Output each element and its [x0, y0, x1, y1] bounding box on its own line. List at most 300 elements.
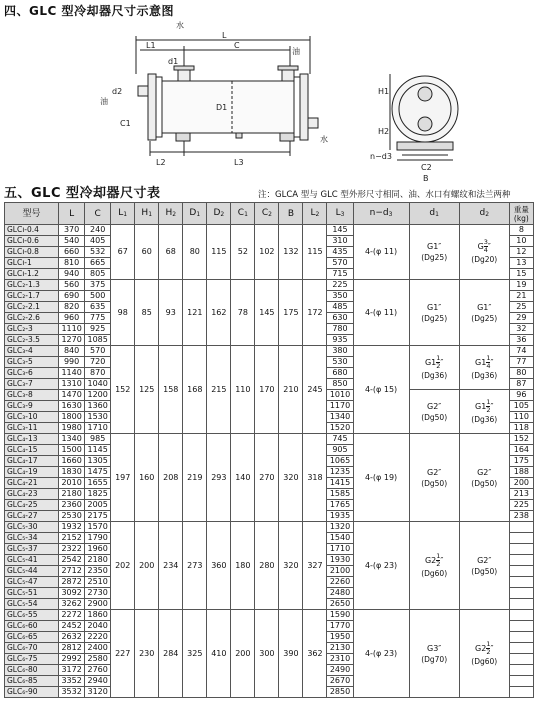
cell-weight: 118 [509, 423, 533, 434]
cell-L3: 2260 [327, 577, 353, 588]
cell-L3: 225 [327, 280, 353, 291]
cell-L: 2712 [59, 566, 85, 577]
cell-model: GLCı-0.4 [5, 225, 59, 236]
cell-H1: 85 [135, 280, 159, 346]
cell-model: GLC₃-11 [5, 423, 59, 434]
cell-model: GLC₅-41 [5, 555, 59, 566]
cooler-dimension-diagram [0, 14, 538, 184]
cell-weight [509, 610, 533, 621]
label-D1: D1 [216, 103, 228, 112]
cell-model: GLC₆-85 [5, 676, 59, 687]
cell-C: 2350 [85, 566, 111, 577]
table-header [5, 203, 534, 225]
cell-L: 2272 [59, 610, 85, 621]
col-L2: L2 [303, 203, 327, 225]
cell-C: 805 [85, 269, 111, 280]
cell-L3: 680 [327, 368, 353, 379]
cell-weight [509, 643, 533, 654]
cell-L3: 2130 [327, 643, 353, 654]
cell-L3: 1935 [327, 511, 353, 522]
col-nd3: n−d3 [353, 203, 409, 225]
col-H2: H2 [159, 203, 183, 225]
cell-L: 2152 [59, 533, 85, 544]
cell-L1: 202 [111, 522, 135, 610]
cell-L: 2992 [59, 654, 85, 665]
cell-weight: 80 [509, 368, 533, 379]
cell-L: 660 [59, 247, 85, 258]
cell-L: 3262 [59, 599, 85, 610]
cell-weight: 12 [509, 247, 533, 258]
cell-L: 1660 [59, 456, 85, 467]
cell-L: 820 [59, 302, 85, 313]
table-row [5, 610, 534, 621]
cell-L3: 850 [327, 379, 353, 390]
cell-H2: 284 [159, 610, 183, 698]
cell-L2: 362 [303, 610, 327, 698]
cell-L3: 2100 [327, 566, 353, 577]
cell-L3: 1010 [327, 390, 353, 401]
cell-model: GLC₄-27 [5, 511, 59, 522]
cell-L: 3532 [59, 687, 85, 698]
cell-L: 2322 [59, 544, 85, 555]
cell-L3: 905 [327, 445, 353, 456]
cell-weight: 152 [509, 434, 533, 445]
cell-weight [509, 522, 533, 533]
cell-model: GLC₅-37 [5, 544, 59, 555]
cell-L: 1932 [59, 522, 85, 533]
cell-weight: 238 [509, 511, 533, 522]
cell-model: GLC₆-75 [5, 654, 59, 665]
side-view-port-bottom [418, 117, 432, 131]
label-L1: L1 [146, 41, 156, 50]
cell-weight [509, 599, 533, 610]
cell-C2: 300 [255, 610, 279, 698]
cell-L: 3092 [59, 588, 85, 599]
cell-H1: 230 [135, 610, 159, 698]
cell-H1: 60 [135, 225, 159, 280]
cell-L3: 1415 [327, 478, 353, 489]
cell-model: GLC₄-21 [5, 478, 59, 489]
col-D2: D2 [207, 203, 231, 225]
col-H1: H1 [135, 203, 159, 225]
cell-B: 320 [279, 522, 303, 610]
cell-D2: 360 [207, 522, 231, 610]
water-nozzle-right [308, 118, 318, 128]
cell-L3: 715 [327, 269, 353, 280]
cell-weight: 29 [509, 313, 533, 324]
cell-model: GLC₃-8 [5, 390, 59, 401]
cell-model: GLC₂-2.1 [5, 302, 59, 313]
cell-model: GLC₅-34 [5, 533, 59, 544]
cell-C1: 200 [231, 610, 255, 698]
cell-weight: 32 [509, 324, 533, 335]
cell-d2: G2 $\frac{1}{2}$ ″ (Dg60) [459, 610, 509, 698]
cell-d2: G1 $\frac{1}{4}$ ″ (Dg36) [459, 346, 509, 390]
cell-L: 560 [59, 280, 85, 291]
cell-C: 1960 [85, 544, 111, 555]
cell-L: 3172 [59, 665, 85, 676]
cell-C2: 102 [255, 225, 279, 280]
cell-C: 2940 [85, 676, 111, 687]
cell-L3: 1540 [327, 533, 353, 544]
label-L: L [222, 31, 227, 40]
cell-C: 3120 [85, 687, 111, 698]
cell-weight: 8 [509, 225, 533, 236]
cell-D1: 121 [183, 280, 207, 346]
cell-weight [509, 687, 533, 698]
cell-model: GLC₆-70 [5, 643, 59, 654]
cell-weight: 13 [509, 258, 533, 269]
cell-d1: G1 $\frac{1}{2}$ ″ (Dg36) [409, 346, 459, 390]
cell-model: GLC₅-51 [5, 588, 59, 599]
cell-L3: 1235 [327, 467, 353, 478]
shell-body [162, 81, 294, 133]
cell-L3: 1770 [327, 621, 353, 632]
cell-L3: 2480 [327, 588, 353, 599]
cell-weight: 15 [509, 269, 533, 280]
cell-L3: 2310 [327, 654, 353, 665]
cell-weight: 164 [509, 445, 533, 456]
cell-H2: 208 [159, 434, 183, 522]
cell-H2: 158 [159, 346, 183, 434]
cell-L3: 780 [327, 324, 353, 335]
cell-model: GLC₂-3.5 [5, 335, 59, 346]
label-B: B [423, 174, 429, 183]
cell-L2: 245 [303, 346, 327, 434]
cell-C: 2040 [85, 621, 111, 632]
cell-C: 1360 [85, 401, 111, 412]
cell-L: 2010 [59, 478, 85, 489]
cell-model: GLC₄-19 [5, 467, 59, 478]
cell-H2: 93 [159, 280, 183, 346]
cell-C: 1475 [85, 467, 111, 478]
cell-weight: 10 [509, 236, 533, 247]
cell-C: 2760 [85, 665, 111, 676]
cell-L2: 172 [303, 280, 327, 346]
cell-L: 2542 [59, 555, 85, 566]
col-d2: d2 [459, 203, 509, 225]
cell-weight: 200 [509, 478, 533, 489]
cell-L: 2632 [59, 632, 85, 643]
cell-C: 665 [85, 258, 111, 269]
cell-L: 1980 [59, 423, 85, 434]
cell-L1: 197 [111, 434, 135, 522]
cell-L: 1500 [59, 445, 85, 456]
cell-L: 370 [59, 225, 85, 236]
cell-weight: 213 [509, 489, 533, 500]
cell-C: 1655 [85, 478, 111, 489]
cell-model: GLC₆-90 [5, 687, 59, 698]
label-nd3: n−d3 [370, 152, 392, 161]
cell-L3: 1585 [327, 489, 353, 500]
cell-C: 532 [85, 247, 111, 258]
cell-weight [509, 654, 533, 665]
cell-nd3: 4-(φ 15) [353, 346, 409, 434]
col-model: 型号 [5, 203, 59, 225]
label-oil-1: 油 [100, 97, 108, 106]
cell-C: 375 [85, 280, 111, 291]
right-end-cover [300, 74, 308, 140]
cell-weight: 96 [509, 390, 533, 401]
label-water-2: 水 [320, 135, 328, 144]
cell-L1: 98 [111, 280, 135, 346]
side-view-base [397, 142, 453, 150]
cell-L2: 318 [303, 434, 327, 522]
section1-title: 四、GLC 型冷却器尺寸示意图 [4, 4, 174, 18]
cell-C2: 170 [255, 346, 279, 434]
cell-nd3: 4-(φ 23) [353, 522, 409, 610]
table-row [5, 522, 534, 533]
cell-C2: 280 [255, 522, 279, 610]
col-C: C [85, 203, 111, 225]
cell-d2: G2″ (Dg50) [459, 434, 509, 522]
cell-L: 1830 [59, 467, 85, 478]
cell-weight [509, 533, 533, 544]
col-D1: D1 [183, 203, 207, 225]
cell-D1: 219 [183, 434, 207, 522]
cell-L3: 435 [327, 247, 353, 258]
cell-C: 1570 [85, 522, 111, 533]
cell-model: GLC₄-17 [5, 456, 59, 467]
col-C2: C2 [255, 203, 279, 225]
label-L2: L2 [156, 158, 166, 167]
cell-model: GLC₃-5 [5, 357, 59, 368]
cell-L1: 67 [111, 225, 135, 280]
cell-L3: 630 [327, 313, 353, 324]
cell-model: GLCı-1.2 [5, 269, 59, 280]
cell-C: 925 [85, 324, 111, 335]
cell-B: 210 [279, 346, 303, 434]
cell-model: GLC₂-1.7 [5, 291, 59, 302]
label-d2: d2 [112, 87, 123, 96]
cell-C: 2900 [85, 599, 111, 610]
cell-L: 940 [59, 269, 85, 280]
cell-C: 1860 [85, 610, 111, 621]
cell-weight: 225 [509, 500, 533, 511]
cell-L3: 1065 [327, 456, 353, 467]
cell-weight: 25 [509, 302, 533, 313]
cell-nd3: 4-(φ 11) [353, 225, 409, 280]
cell-weight [509, 676, 533, 687]
cell-model: GLC₃-6 [5, 368, 59, 379]
col-L1: L1 [111, 203, 135, 225]
cell-C1: 110 [231, 346, 255, 434]
table-note: 注：GLCA 型与 GLC 型外形尺寸相同、油、水口有螺纹和法兰两种 [258, 190, 511, 200]
cell-L3: 145 [327, 225, 353, 236]
cell-D1: 325 [183, 610, 207, 698]
cell-weight [509, 588, 533, 599]
section2-title: 五、GLC 型冷却器尺寸表 [4, 186, 161, 201]
cell-L3: 935 [327, 335, 353, 346]
cell-weight [509, 555, 533, 566]
cell-H2: 234 [159, 522, 183, 610]
cell-model: GLC₂-1.3 [5, 280, 59, 291]
cell-d1: G1″ (Dg25) [409, 225, 459, 280]
cell-weight [509, 544, 533, 555]
dimension-table [4, 202, 534, 698]
oil-nozzle-left [178, 70, 190, 81]
cell-C: 1200 [85, 390, 111, 401]
cell-H2: 68 [159, 225, 183, 280]
cell-model: GLC₃-10 [5, 412, 59, 423]
cell-d1: G1″ (Dg25) [409, 280, 459, 346]
cell-D2: 115 [207, 225, 231, 280]
water-nozzle-left [138, 86, 148, 96]
cell-weight: 19 [509, 280, 533, 291]
cell-L3: 1520 [327, 423, 353, 434]
cell-model: GLC₄-15 [5, 445, 59, 456]
cell-weight [509, 566, 533, 577]
cell-H1: 200 [135, 522, 159, 610]
cell-model: GLC₄-25 [5, 500, 59, 511]
cell-B: 320 [279, 434, 303, 522]
cell-C: 2580 [85, 654, 111, 665]
cell-L3: 2490 [327, 665, 353, 676]
cell-L: 2360 [59, 500, 85, 511]
cell-D2: 215 [207, 346, 231, 434]
cell-model: GLC₄-23 [5, 489, 59, 500]
cell-model: GLCı-0.8 [5, 247, 59, 258]
cell-d2: G2″ (Dg50) [459, 522, 509, 610]
cell-L3: 1930 [327, 555, 353, 566]
cell-d2: G1 $\frac{1}{2}$ ″ (Dg36) [459, 390, 509, 434]
cell-L: 2180 [59, 489, 85, 500]
cell-C: 2180 [85, 555, 111, 566]
cell-C: 2175 [85, 511, 111, 522]
cell-L: 1140 [59, 368, 85, 379]
cell-model: GLC₃-7 [5, 379, 59, 390]
cell-L3: 1765 [327, 500, 353, 511]
cell-model: GLC₆-55 [5, 610, 59, 621]
cell-L3: 1710 [327, 544, 353, 555]
label-oil-2: 油 [292, 47, 300, 56]
col-weight: 重量 (kg) [509, 203, 533, 225]
cell-C: 1040 [85, 379, 111, 390]
cell-L3: 485 [327, 302, 353, 313]
cell-d2: G1″ (Dg25) [459, 280, 509, 346]
cell-d2: G $\frac{3}{4}$ ″ (Dg20) [459, 225, 509, 280]
cell-model: GLC₆-60 [5, 621, 59, 632]
cell-H1: 160 [135, 434, 159, 522]
cell-L3: 2650 [327, 599, 353, 610]
col-L3: L3 [327, 203, 353, 225]
cell-weight [509, 665, 533, 676]
cell-d1: G3″ (Dg70) [409, 610, 459, 698]
col-C1: C1 [231, 203, 255, 225]
cell-d1: G2″ (Dg50) [409, 434, 459, 522]
cell-C: 870 [85, 368, 111, 379]
cell-C: 985 [85, 434, 111, 445]
cell-L: 960 [59, 313, 85, 324]
cell-L: 810 [59, 258, 85, 269]
cell-D1: 80 [183, 225, 207, 280]
cell-D1: 168 [183, 346, 207, 434]
label-water-1: 水 [176, 21, 184, 30]
cell-L3: 1320 [327, 522, 353, 533]
side-view-port-top [418, 87, 432, 101]
cell-L: 2812 [59, 643, 85, 654]
cell-C: 1710 [85, 423, 111, 434]
cell-L: 1800 [59, 412, 85, 423]
cell-B: 390 [279, 610, 303, 698]
foot-right [280, 133, 294, 141]
cell-L3: 1590 [327, 610, 353, 621]
cell-L: 1630 [59, 401, 85, 412]
cell-model: GLC₂-3 [5, 324, 59, 335]
cell-L: 1270 [59, 335, 85, 346]
cell-weight: 36 [509, 335, 533, 346]
cell-B: 175 [279, 280, 303, 346]
cell-C2: 145 [255, 280, 279, 346]
cell-L3: 1170 [327, 401, 353, 412]
cell-C: 240 [85, 225, 111, 236]
left-end-cover [148, 74, 156, 140]
cell-L3: 570 [327, 258, 353, 269]
cell-C: 635 [85, 302, 111, 313]
cell-L: 1470 [59, 390, 85, 401]
cell-model: GLC₅-54 [5, 599, 59, 610]
table-row [5, 346, 534, 357]
cell-C1: 78 [231, 280, 255, 346]
cell-L1: 227 [111, 610, 135, 698]
cell-model: GLC₃-4 [5, 346, 59, 357]
cell-C: 500 [85, 291, 111, 302]
cell-weight: 110 [509, 412, 533, 423]
cell-L3: 530 [327, 357, 353, 368]
table-row [5, 280, 534, 291]
cell-C: 1790 [85, 533, 111, 544]
cell-L3: 310 [327, 236, 353, 247]
cell-L3: 745 [327, 434, 353, 445]
cell-C: 570 [85, 346, 111, 357]
cell-weight: 188 [509, 467, 533, 478]
col-d1: d1 [409, 203, 459, 225]
cell-weight: 77 [509, 357, 533, 368]
col-L: L [59, 203, 85, 225]
label-C1: C1 [120, 119, 131, 128]
cell-C: 2510 [85, 577, 111, 588]
cell-weight: 74 [509, 346, 533, 357]
label-L3: L3 [234, 158, 244, 167]
cell-H1: 125 [135, 346, 159, 434]
cell-D2: 410 [207, 610, 231, 698]
cell-L2: 115 [303, 225, 327, 280]
cell-L: 2530 [59, 511, 85, 522]
cell-C: 405 [85, 236, 111, 247]
cell-C1: 140 [231, 434, 255, 522]
cell-C2: 270 [255, 434, 279, 522]
cell-C: 2220 [85, 632, 111, 643]
cell-d1: G2″ (Dg50) [409, 390, 459, 434]
cell-L: 540 [59, 236, 85, 247]
cell-L2: 327 [303, 522, 327, 610]
cell-L: 990 [59, 357, 85, 368]
cell-C: 2005 [85, 500, 111, 511]
cell-C: 1145 [85, 445, 111, 456]
cell-nd3: 4-(φ 11) [353, 280, 409, 346]
cell-L: 2452 [59, 621, 85, 632]
label-H2: H2 [378, 127, 390, 136]
cell-L3: 2670 [327, 676, 353, 687]
table-row [5, 434, 534, 445]
cell-weight [509, 577, 533, 588]
cell-C: 1825 [85, 489, 111, 500]
cell-C: 2730 [85, 588, 111, 599]
cell-model: GLC₃-9 [5, 401, 59, 412]
cell-L: 3352 [59, 676, 85, 687]
cell-weight [509, 632, 533, 643]
label-d1: d1 [168, 57, 179, 66]
